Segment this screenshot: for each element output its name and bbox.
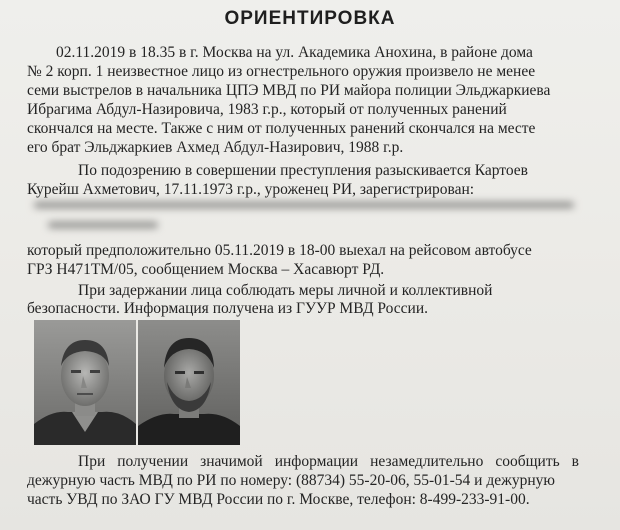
p1-line-4: Ибрагима Абдул-Назировича, 1983 г.р., который от полученных ранений xyxy=(27,101,507,118)
p1-line-5: скончался на месте. Также с ним от полученных ранений скончался на месте xyxy=(27,120,536,137)
suspect-photo-2-image xyxy=(138,320,240,445)
p1-line-2: № 2 корп. 1 неизвестное лицо из огнестрельного оружия произвело не менее xyxy=(27,63,536,80)
redacted-address xyxy=(28,198,588,236)
p2-line-4: ГРЗ Н471ТМ/05, сообщением Москва – Хасавюрт РД. xyxy=(27,261,385,278)
p4-line-2: дежурную часть МВД по РИ по номеру: (88734) 55-20-06, 55-01-54 и дежурную xyxy=(27,472,555,489)
suspect-photo-1-image xyxy=(34,320,136,445)
p3-line-2: безопасности. Информация получена из ГУУР МВД России. xyxy=(27,300,429,317)
p1-line-6: его брат Эльджаркиев Ахмед Абдул-Назирович, 1988 г.р. xyxy=(27,139,404,156)
p4-line-1 xyxy=(78,453,579,471)
document-title: ОРИЕНТИРОВКА xyxy=(224,8,396,29)
p1-line-1: 02.11.2019 в 18.35 в г. Москва на ул. Академика Анохина, в районе дома xyxy=(56,44,533,61)
p4-line-1-text: При получении значимой информации незамедлительно сообщить в xyxy=(78,453,579,470)
p2-line-3: который предположительно 05.11.2019 в 18-00 выехал на рейсовом автобусе xyxy=(27,242,532,259)
suspect-photo-2 xyxy=(138,320,240,445)
p4-line-3: часть УВД по ЗАО ГУ МВД России по г. Москве, телефон: 8-499-233-91-00. xyxy=(27,491,530,508)
p2-line-1: По подозрению в совершении преступления разыскивается Картоев xyxy=(78,162,528,179)
p2-line-2: Курейш Ахметович, 17.11.1973 г.р., уроженец РИ, зарегистрирован: xyxy=(27,181,475,198)
p1-line-3: семи выстрелов в начальника ЦПЭ МВД по РИ майора полиции Эльджаркиева xyxy=(27,82,551,99)
p3-line-1: При задержании лица соблюдать меры личной и коллективной xyxy=(78,282,493,299)
suspect-photo-1 xyxy=(34,320,136,445)
